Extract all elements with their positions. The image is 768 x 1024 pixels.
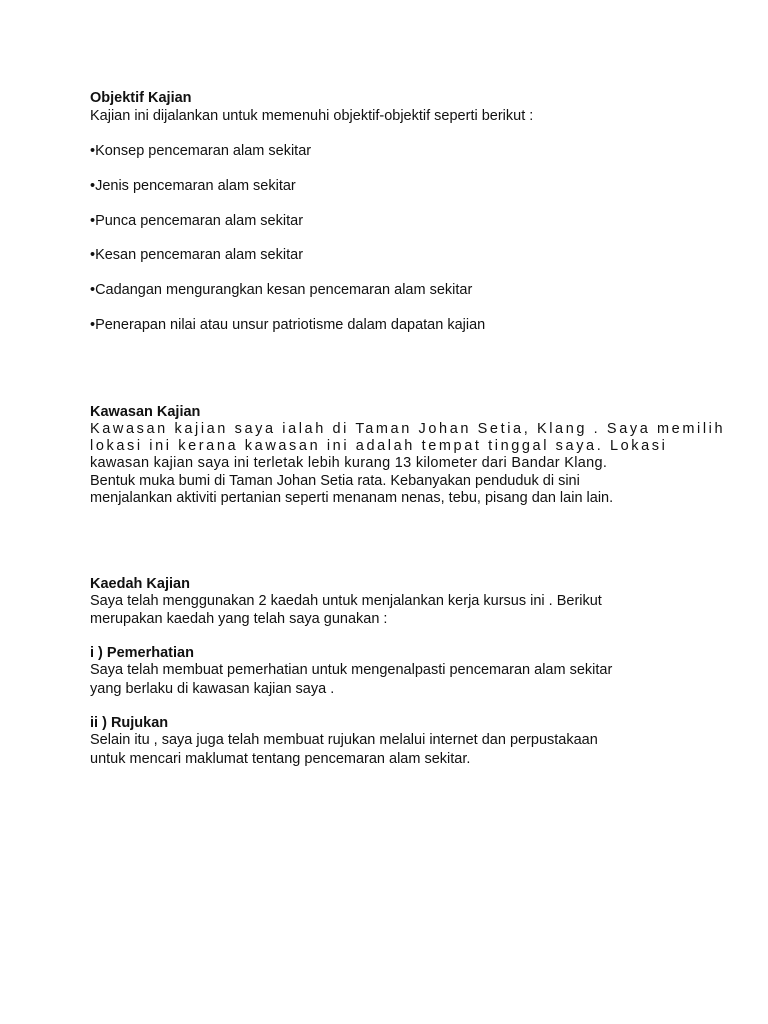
section-heading-kawasan: Kawasan Kajian (90, 404, 201, 420)
objektif-item: •Punca pencemaran alam sekitar (90, 213, 304, 229)
section-heading-objektif: Objektif Kajian (90, 90, 192, 106)
section-heading-kaedah: Kaedah Kajian (90, 576, 190, 592)
kawasan-line: lokasi ini kerana kawasan ini adalah tempat tinggal saya. Lokasi (90, 438, 668, 454)
subheading-rujukan: ii ) Rujukan (90, 715, 169, 731)
kawasan-line: Kawasan kajian saya ialah di Taman Johan Setia, Klang . Saya memilih (90, 421, 726, 437)
kawasan-line: Bentuk muka bumi di Taman Johan Setia rata. Kebanyakan penduduk di sini (90, 473, 580, 489)
objektif-intro: Kajian ini dijalankan untuk memenuhi objektif-objektif seperti berikut : (90, 108, 534, 124)
subheading-pemerhatian: i ) Pemerhatian (90, 645, 194, 661)
objektif-item: •Penerapan nilai atau unsur patriotisme dalam dapatan kajian (90, 317, 486, 333)
objektif-item: •Jenis pencemaran alam sekitar (90, 178, 296, 194)
kaedah-line: Saya telah menggunakan 2 kaedah untuk menjalankan kerja kursus ini . Berikut (90, 593, 602, 609)
kaedah-line: merupakan kaedah yang telah saya gunakan : (90, 611, 388, 627)
pemerhatian-line: yang berlaku di kawasan kajian saya . (90, 681, 335, 697)
pemerhatian-line: Saya telah membuat pemerhatian untuk mengenalpasti pencemaran alam sekitar (90, 662, 613, 678)
rujukan-line: untuk mencari maklumat tentang pencemaran alam sekitar. (90, 751, 471, 767)
objektif-item: •Cadangan mengurangkan kesan pencemaran alam sekitar (90, 282, 473, 298)
objektif-item: •Konsep pencemaran alam sekitar (90, 143, 312, 159)
rujukan-line: Selain itu , saya juga telah membuat rujukan melalui internet dan perpustakaan (90, 732, 598, 748)
objektif-item: •Kesan pencemaran alam sekitar (90, 247, 304, 263)
kawasan-line: kawasan kajian saya ini terletak lebih kurang 13 kilometer dari Bandar Klang. (90, 455, 608, 471)
kawasan-line: menjalankan aktiviti pertanian seperti menanam nenas, tebu, pisang dan lain lain. (90, 490, 614, 506)
